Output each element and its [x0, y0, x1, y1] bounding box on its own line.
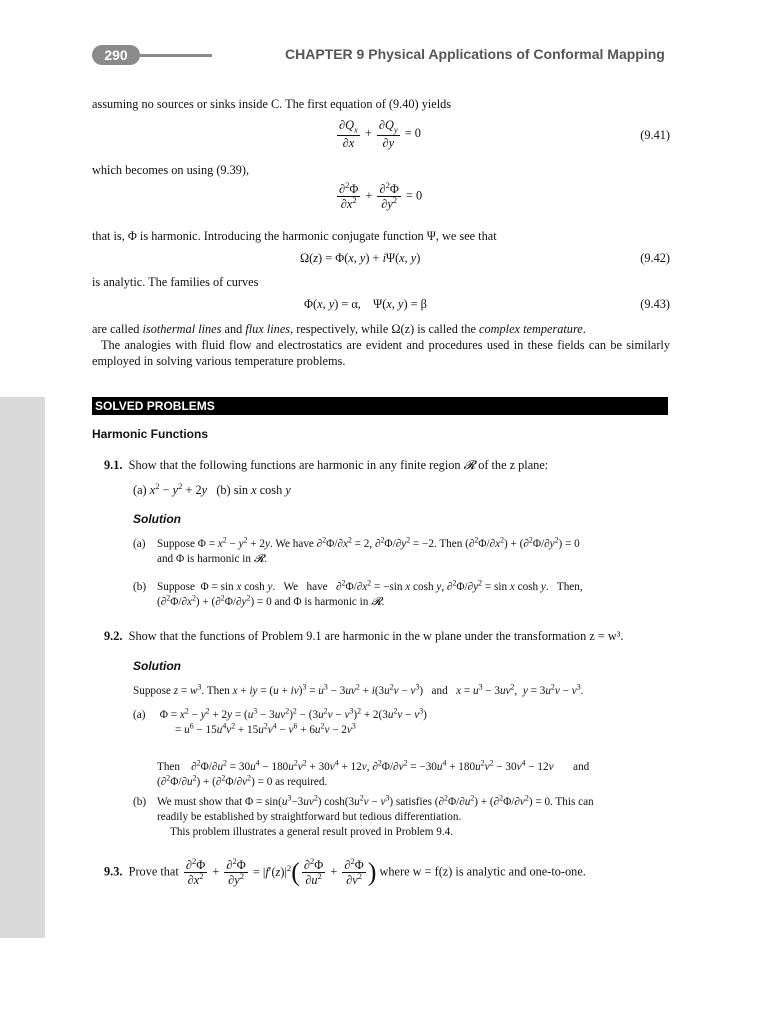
- problem-9-1-solution-a: (a) Suppose $\Phi = x^2 - y^2 + 2y$. We have $\partial^2\Phi/\partial x^2 = 2$, $\partial^2\Phi/\partial y^2 = -2$. Then $(\partial^2\Phi/\partial x^2) + (\partial^2\Phi/\partial y^2) = 0$ and Φ is harmonic in 𝓡.: [133, 535, 580, 566]
- problem-9-2-setup: Suppose $z = w^3$. Then x + iy = $(u + iv)^3 = u^3 - 3uv^2 + i(3u^2v - v^3)$ and $x = u^3 - 3uv^2$, $y = 3u^2v - v^3$.: [133, 682, 584, 697]
- equation-label-9-42: (9.42): [640, 251, 670, 265]
- solution-label: Solution: [133, 659, 181, 673]
- problem-number: 9.1.: [104, 458, 123, 472]
- header-rule: [140, 54, 212, 57]
- page-margin-band: [0, 397, 45, 938]
- equation-9-42: Ω(z) = Φ(x, y) + iΨ(x, y) (9.42): [300, 251, 670, 265]
- chapter-title: CHAPTER 9 Physical Applications of Conformal Mapping: [285, 46, 665, 62]
- intro-line-4: is analytic. The families of curves: [92, 275, 259, 289]
- intro-line-5: are called isothermal lines and flux lines, respectively, while Ω(z) is called the complex temperature.: [92, 322, 586, 336]
- problem-9-2-note: This problem illustrates a general result proved in Problem 9.4.: [170, 826, 454, 838]
- intro-line-1: assuming no sources or sinks inside C. The first equation of (9.40) yields: [92, 97, 452, 111]
- solved-problems-bar: SOLVED PROBLEMS: [92, 397, 668, 415]
- section-heading: Harmonic Functions: [92, 427, 209, 441]
- term-isothermal-lines: isothermal lines: [142, 322, 222, 336]
- equation-laplace: $\frac{\partial^2\Phi}{\partial x^2}$ + $\frac{\partial^2\Phi}{\partial y^2}$ = 0: [339, 179, 423, 212]
- problem-number: 9.2.: [104, 629, 123, 643]
- equation-label-9-41: (9.41): [640, 128, 670, 142]
- equation-9-41: $\frac{\partial Q_x}{\partial x}$ + $\frac{\partial Q_y}{\partial y}$ = 0 (9.41): [339, 118, 670, 151]
- intro-line-2: which becomes on using (9.39),: [92, 163, 250, 177]
- page-number: 290: [92, 45, 140, 65]
- problem-9-2-statement: 9.2. Show that the functions of Problem 9.1 are harmonic in the w plane under the transformation z = w³.: [104, 629, 624, 643]
- problem-9-2-part-a-expansion: (a) $\Phi = x^2 - y^2 + 2y = (u^3 - 3uv^2)^2 - (3u^2v - v^3)^2 + 2(3u^2v - v^3)$ = $u^6 - 15u^4v^2 + 15u^2v^4 - v^6 + 6u^2v - 2v^3$: [133, 706, 427, 737]
- problem-9-2-part-a-derivatives: Then $\partial^2\Phi/\partial u^2 = 30u^4 - 180u^2v^2 + 30v^4 + 12v$, $\partial^2\Phi/\partial v^2 = -30u^4 + 180u^2v^2 - 30v^4 - 12v$ and $(\partial^2\Phi/\partial u^2) + (\partial^2\Phi/\partial v^2) = 0$ as required.: [157, 758, 590, 789]
- equation-9-43: Φ(x, y) = α, Ψ(x, y) = β (9.43): [304, 297, 670, 311]
- problem-9-2-part-b: (b) We must show that $\Phi = \sin(u^3-3uv^2) \cosh(3u^2v - v^3)$ satisfies $(\partial^2\Phi/\partial u^2) + (\partial^2\Phi/\partial v^2) = 0$. This can readily be established by straightforward but tedious differentiation.: [133, 793, 594, 824]
- problem-9-3-statement: 9.3. Prove that $\frac{\partial^2\Phi}{\partial x^2}$ + $\frac{\partial^2\Phi}{\partial y^2}$ = $|f'(z)|^2$( $\frac{\partial^2\Phi}{\partial u^2}$ + $\frac{\partial^2\Phi}{\partial v^2}$ ) where w = f(z) is analytic and one-to-one.: [104, 855, 586, 888]
- problem-9-1-statement: 9.1. Show that the following functions are harmonic in any finite region 𝓡 of the z plane:: [104, 458, 549, 472]
- intro-line-3: that is, Φ is harmonic. Introducing the harmonic conjugate function Ψ, we see that: [92, 229, 497, 243]
- term-flux-lines: flux lines: [245, 322, 291, 336]
- solution-label: Solution: [133, 512, 181, 526]
- problem-9-1-solution-b: (b) Suppose Φ = sin x cosh y. We have $\partial^2\Phi/\partial x^2 = -\sin$ x cosh y, $\partial^2\Phi/\partial y^2 = \sin x$ cosh y. Then, $(\partial^2\Phi/\partial x^2) + (\partial^2\Phi/\partial y^2) = 0$ and Φ is harmonic in 𝓡.: [133, 578, 583, 609]
- equation-label-9-43: (9.43): [640, 297, 670, 311]
- term-complex-temperature: complex temperature: [479, 322, 583, 336]
- problem-9-1-parts: (a) $x^2 - y^2 + 2y$ (b) sin x cosh y: [133, 480, 291, 497]
- intro-line-6: The analogies with fluid flow and electrostatics are evident and procedures used in these fields can be similarly employed in solving various temperature problems.: [92, 338, 670, 368]
- problem-number: 9.3.: [104, 864, 123, 879]
